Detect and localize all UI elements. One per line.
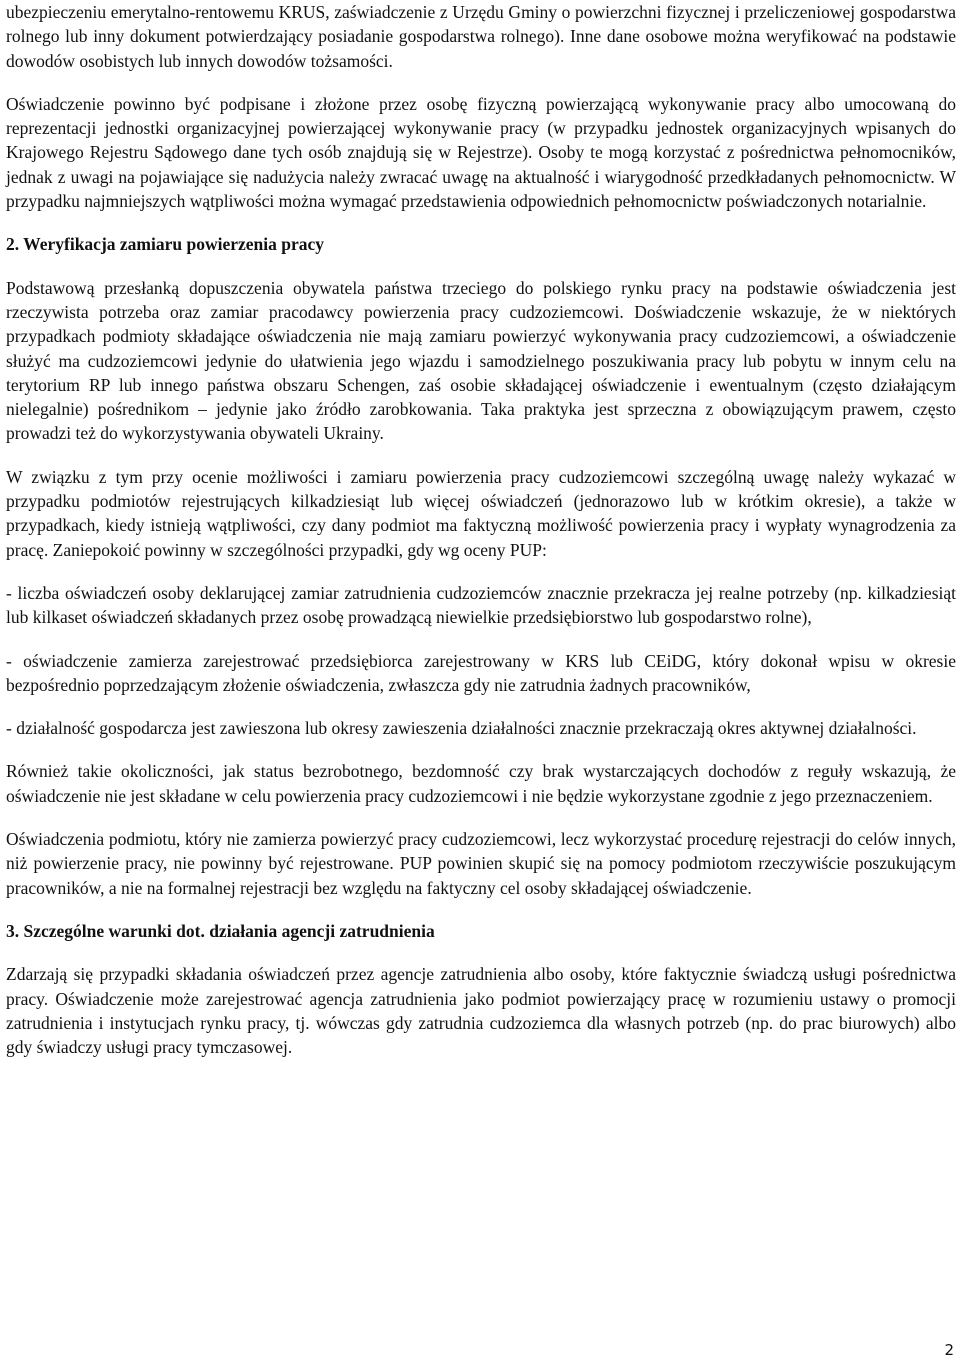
paragraph-employment-agencies: Zdarzają się przypadki składania oświadczeń przez agencje zatrudnienia albo osoby, które faktycznie świadczą usługi pośrednictwa pracy. Oświadczenie może zarejestrować agencja zatrudnienia jako podmiot powierzający pracę w rozumieniu ustawy o promocji zatrudnienia i instytucjach rynku pracy, tj. wówczas gdy zatrudnia cudzoziemca dla własnych potrzeb (np. do prac biurowych) albo gdy świadczy usługi pracy tymczasowej. xyxy=(6,964,956,1058)
page-number: 2 xyxy=(944,1341,954,1359)
paragraph-other-circumstances: Również takie okoliczności, jak status bezrobotnego, bezdomność czy brak wystarczających dochodów z reguły wskazują, że oświadczenie nie jest składane w celu powierzenia pracy cudzoziemcowi i nie będzie wykorzystane zgodnie z jego przeznaczeniem. xyxy=(6,761,956,806)
list-item-new-entrepreneur: - oświadczenie zamierza zarejestrować przedsiębiorca zarejestrowany w KRS lub CEiDG, który dokonał wpisu w okresie bezpośrednio poprzedzającym złożenie oświadczenia, zwłaszcza gdy nie zatrudnia żadnych pracowników, xyxy=(6,650,956,695)
paragraph-basic-premise: Podstawową przesłanką dopuszczenia obywatela państwa trzeciego do polskiego rynku pracy na podstawie oświadczenia jest rzeczywista potrzeba oraz zamiar pracodawcy powierzenia pracy cudzoziemcowi. Doświadczenie wskazuje, że w niektórych przypadkach podmioty składające oświadczenia nie mają zamiaru powierzyć wykonywania pracy cudzoziemcowi, a oświadczenie służyć ma cudzoziemcowi jedynie do ułatwienia jego wjazdu i samodzielnego poszukiwania pracy lub pobytu w innym celu na terytorium RP lub innego państwa obszaru Schengen, zaś osobie składającej oświadczenie i ewentualnym (często działającym nielegalnie) pośrednikom – jedynie jako źródło zarobkowania. Taka praktyka jest sprzeczna z obowiązującym prawem, często prowadzi też do wykorzystywania obywateli Ukrainy. xyxy=(6,277,956,444)
section-3-heading: 3. Szczególne warunki dot. działania agencji zatrudnienia xyxy=(6,920,435,941)
paragraph-registration-refusal: Oświadczenia podmiotu, który nie zamierza powierzyć pracy cudzoziemcowi, lecz wykorzystać procedurę rejestracji do celów innych, niż powierzenie pracy, nie powinny być rejestrowane. PUP powinien skupić się na pomocy podmiotom rzeczywiście poszukującym pracowników, a nie na formalnej rejestracji bez względu na faktyczny cel osoby składającej oświadczenie. xyxy=(6,829,956,898)
paragraph-assessment-attention: W związku z tym przy ocenie możliwości i zamiaru powierzenia pracy cudzoziemcowi szczególną uwagę należy wykazać w przypadku podmiotów rejestrujących kilkadziesiąt lub więcej oświadczeń (jednorazowo lub w krótkim okresie), a także w przypadkach, kiedy istnieją wątpliwości, czy dany podmiot ma faktyczną możliwość powierzenia pracy i wypłaty wynagrodzenia za pracę. Zaniepokoić powinny w szczególności przypadki, gdy wg oceny PUP: xyxy=(6,466,956,560)
list-item-declaration-count: - liczba oświadczeń osoby deklarującej zamiar zatrudnienia cudzoziemców znacznie przekracza jej realne potrzeby (np. kilkadziesiąt lub kilkaset oświadczeń składanych przez osobę prowadzącą niewielkie przedsiębiorstwo lub gospodarstwo rolne), xyxy=(6,582,956,628)
paragraph-krus-certificates: ubezpieczeniu emerytalno-rentowemu KRUS, zaświadczenie z Urzędu Gminy o powierzchni fizycznej i przeliczeniowej gospodarstwa rolnego lub inny dokument potwierdzający posiadanie gospodarstwa rolnego). Inne dane osobowe można weryfikować na podstawie dowodów osobistych lub innych dowodów tożsamości. xyxy=(6,2,956,71)
paragraph-signature-requirements: Oświadczenie powinno być podpisane i złożone przez osobę fizyczną powierzającą wykonywanie pracy albo umocowaną do reprezentacji jednostki organizacyjnej powierzającej wykonywanie pracy (w przypadku jednostek organizacyjnych wpisanych do Krajowego Rejestru Sądowego dane tych osób znajdują się w Rejestrze). Osoby te mogą korzystać z pośrednictwa pełnomocników, jednak z uwagi na pojawiające się nadużycia należy zwracać uwagę na aktualność i wiarygodność przedkładanych pełnomocnictw. W przypadku najmniejszych wątpliwości można wymagać przedstawienia odpowiednich pełnomocnictw poświadczonych notarialnie. xyxy=(6,93,956,212)
document-page xyxy=(6,0,956,1059)
section-2-heading: 2. Weryfikacja zamiaru powierzenia pracy xyxy=(6,234,325,255)
list-item-suspended-activity: - działalność gospodarcza jest zawieszona lub okresy zawieszenia działalności znacznie przekraczają okres aktywnej działalności. xyxy=(6,718,917,739)
